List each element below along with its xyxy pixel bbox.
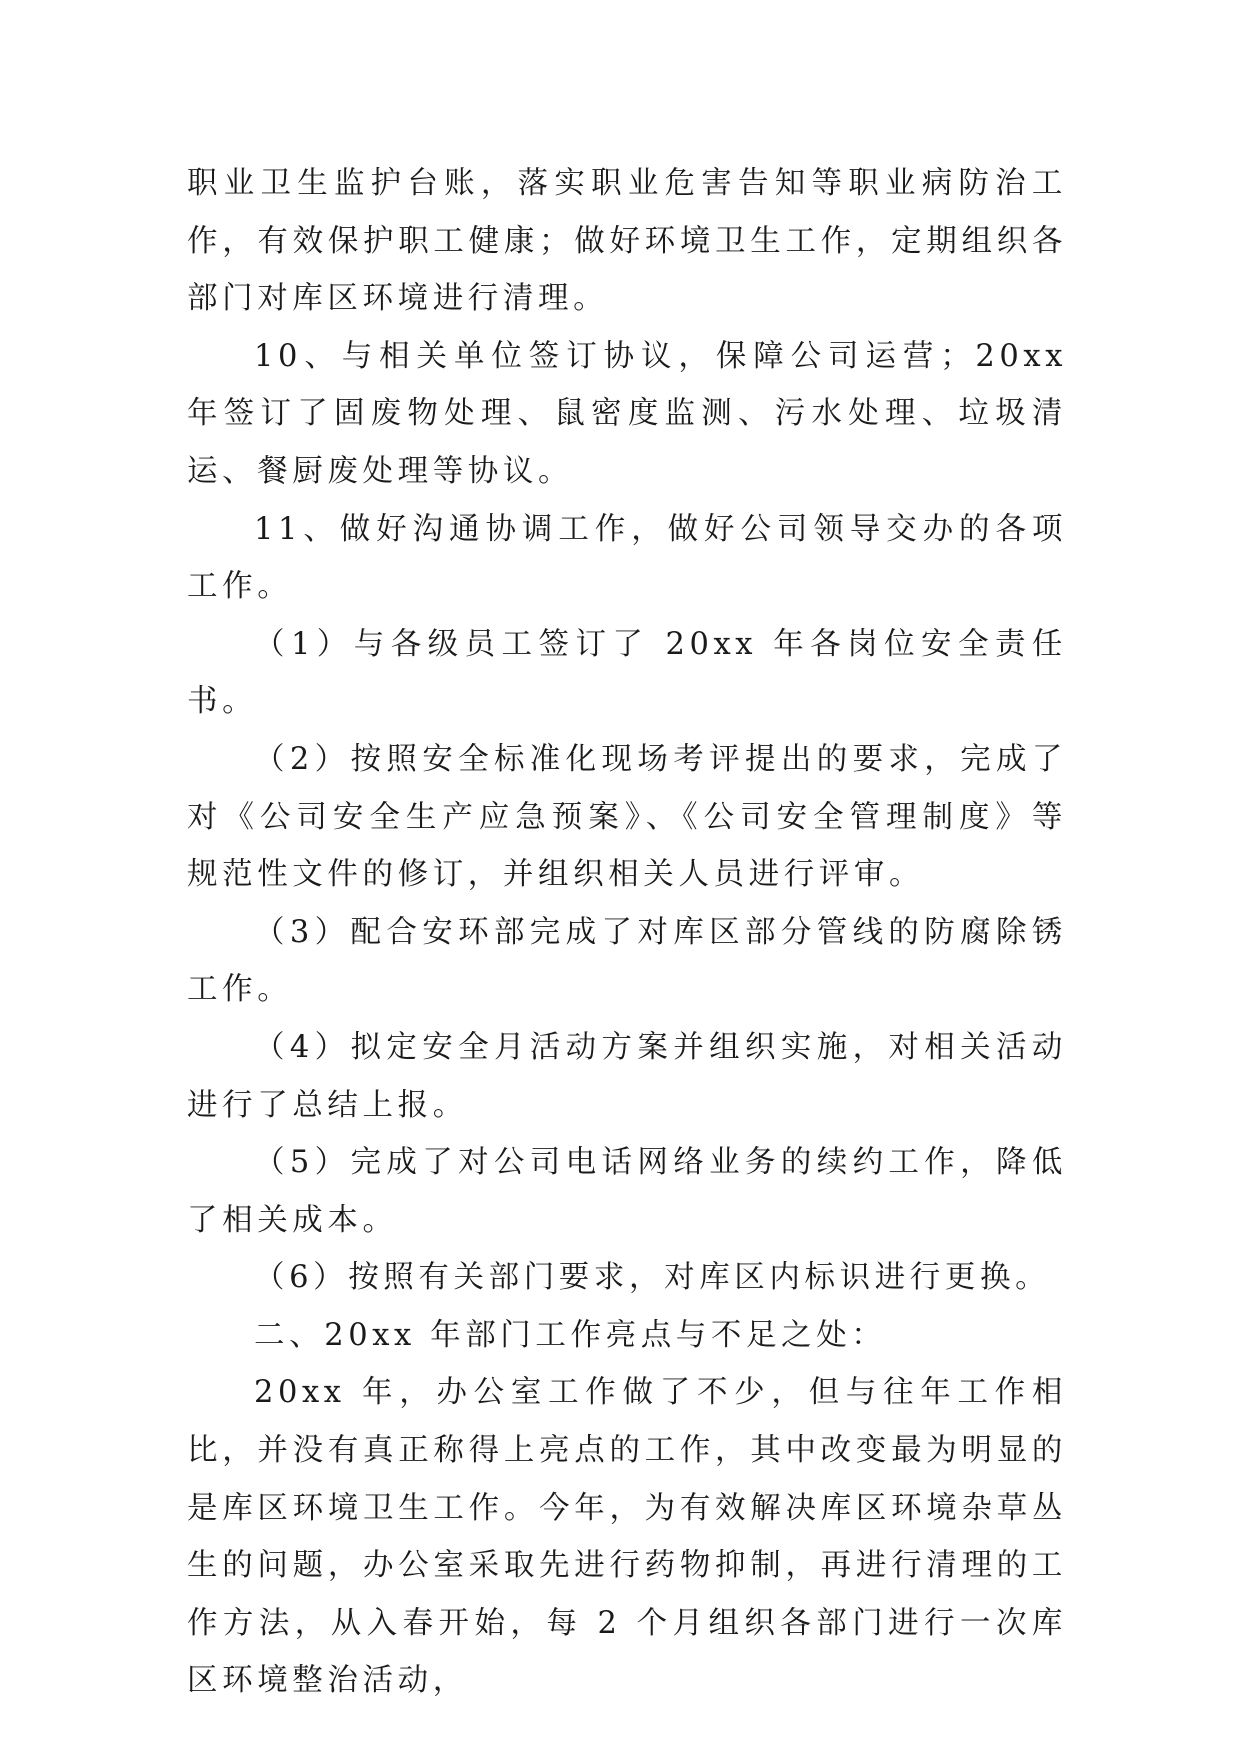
paragraph-section-2-body: 20xx 年，办公室工作做了不少，但与往年工作相比，并没有真正称得上亮点的工作，其中改变最为明显的是库区环境卫生工作。今年，为有效解决库区环境杂草丛生的问题，办公室采取先进行药物抑制，再进行清理的工作方法，从入春开始，每 2 个月组织各部门进行一次库区环境整治活动， [187, 1375, 1067, 1699]
paragraph-continuation: 职业卫生监护台账，落实职业危害告知等职业病防治工作，有效保护职工健康；做好环境卫生工作，定期组织各部门对库区环境进行清理。 [187, 166, 1067, 317]
section-heading-2: 二、20xx 年部门工作亮点与不足之处： [254, 1317, 887, 1353]
paragraph-sub-item-6: （6）按照有关部门要求，对库区内标识进行更换。 [254, 1260, 1051, 1296]
paragraph-sub-item-1: （1）与各级员工签订了 20xx 年各岗位安全责任书。 [187, 626, 1067, 720]
paragraph-sub-item-3: （3）配合安环部完成了对库区部分管线的防腐除锈工作。 [187, 914, 1067, 1008]
paragraph-sub-item-4: （4）拟定安全月活动方案并组织实施，对相关活动进行了总结上报。 [187, 1029, 1067, 1123]
paragraph-sub-item-5: （5）完成了对公司电话网络业务的续约工作，降低了相关成本。 [187, 1145, 1067, 1238]
paragraph-item-11: 11、做好沟通协调工作，做好公司领导交办的各项工作。 [187, 511, 1067, 605]
document-body [187, 155, 1067, 1710]
paragraph-sub-item-2: （2）按照安全标准化现场考评提出的要求，完成了对《公司安全生产应急预案》、《公司安全管理制度》等规范性文件的修订，并组织相关人员进行评审。 [187, 741, 1067, 893]
paragraph-item-10: 10、与相关单位签订协议，保障公司运营；20xx 年签订了固废物处理、鼠密度监测、污水处理、垃圾清运、餐厨废处理等协议。 [187, 338, 1067, 489]
